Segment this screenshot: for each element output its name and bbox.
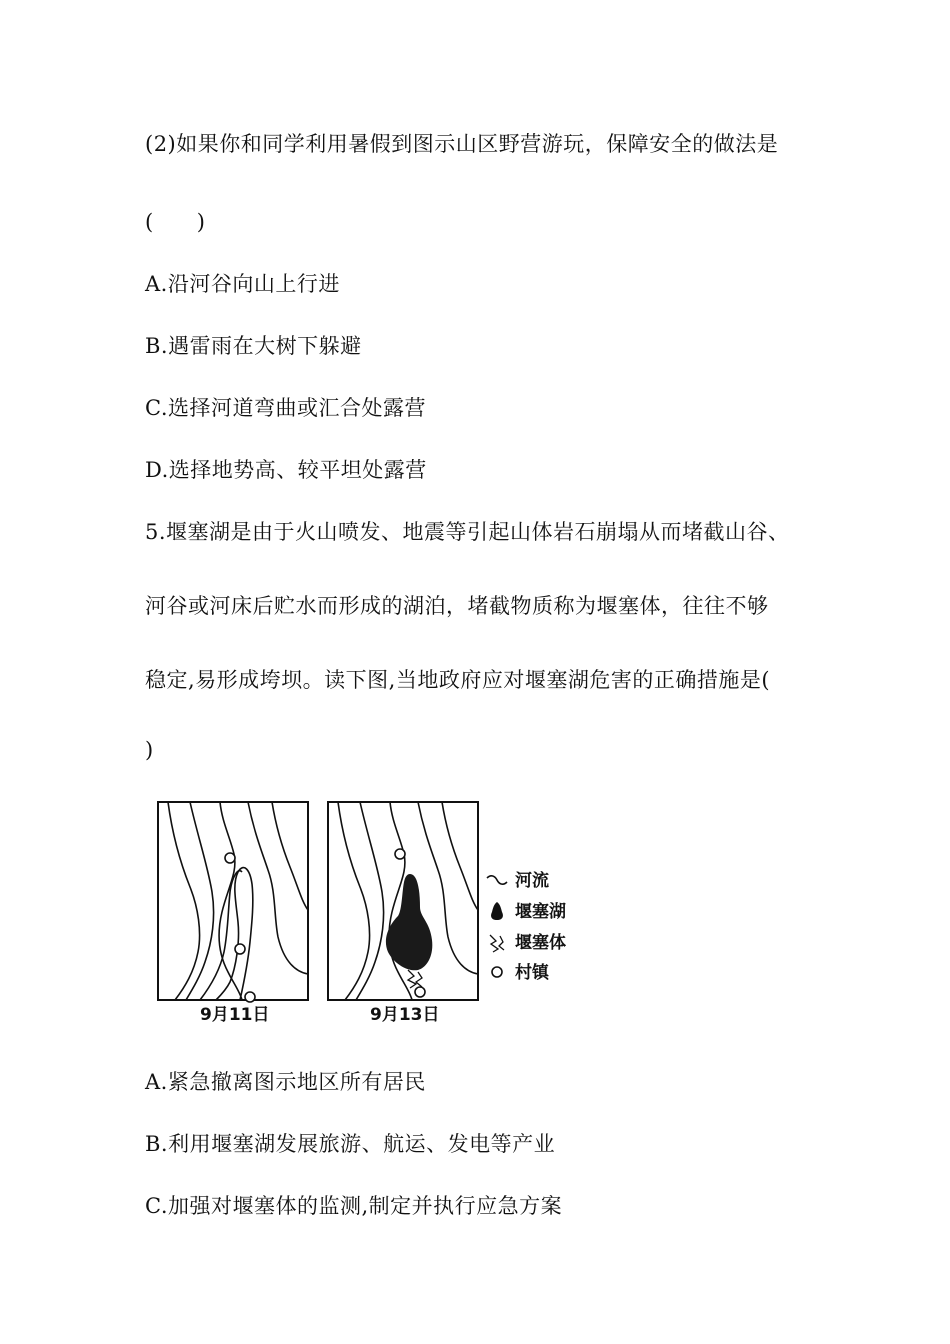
q4-option-b: B.遇雷雨在大树下躲避 xyxy=(145,334,362,358)
map-sept-13-label: 9月13日 xyxy=(370,1005,440,1025)
town-marker xyxy=(415,987,425,997)
q4-part2-stem: (2)如果你和同学利用暑假到图示山区野营游玩，保障安全的做法是 xyxy=(145,132,779,156)
dam-legend-symbol xyxy=(490,935,504,952)
q4-option-d: D.选择地势高、较平坦处露营 xyxy=(145,458,427,482)
barrier-lake-figure xyxy=(150,792,600,1030)
legend xyxy=(487,870,566,983)
q4-option-c: C.选择河道弯曲或汇合处露营 xyxy=(145,396,426,420)
town-legend-symbol xyxy=(492,967,502,977)
q5-stem-line-4: ) xyxy=(145,738,154,762)
river-legend-symbol xyxy=(487,876,507,884)
q5-option-a: A.紧急撤离图示地区所有居民 xyxy=(145,1070,426,1094)
q4-answer-paren: ( ) xyxy=(145,210,206,234)
town-marker xyxy=(395,849,405,859)
map-sept-11 xyxy=(158,802,308,1002)
q5-stem-line-1: 5.堰塞湖是由于火山喷发、地震等引起山体岩石崩塌从而堵截山谷、 xyxy=(145,520,790,544)
q5-option-b: B.利用堰塞湖发展旅游、航运、发电等产业 xyxy=(145,1132,556,1156)
town-marker xyxy=(245,992,255,1002)
map-sept-13 xyxy=(328,802,478,1000)
lake-legend-symbol xyxy=(491,902,503,920)
legend-lake-label: 堰塞湖 xyxy=(515,902,566,922)
map-sept-11-label: 9月11日 xyxy=(200,1005,270,1025)
q5-option-c: C.加强对堰塞体的监测,制定并执行应急方案 xyxy=(145,1194,563,1218)
q5-stem-line-3: 稳定,易形成垮坝。读下图,当地政府应对堰塞湖危害的正确措施是( xyxy=(145,668,771,692)
town-marker xyxy=(235,944,245,954)
legend-river-label: 河流 xyxy=(515,871,549,891)
q4-option-a: A.沿河谷向山上行进 xyxy=(145,272,340,296)
q5-stem-line-2: 河谷或河床后贮水而形成的湖泊，堵截物质称为堰塞体，往往不够 xyxy=(145,594,769,618)
town-marker xyxy=(225,853,235,863)
legend-town-label: 村镇 xyxy=(515,963,549,983)
legend-dam-label: 堰塞体 xyxy=(515,933,566,953)
